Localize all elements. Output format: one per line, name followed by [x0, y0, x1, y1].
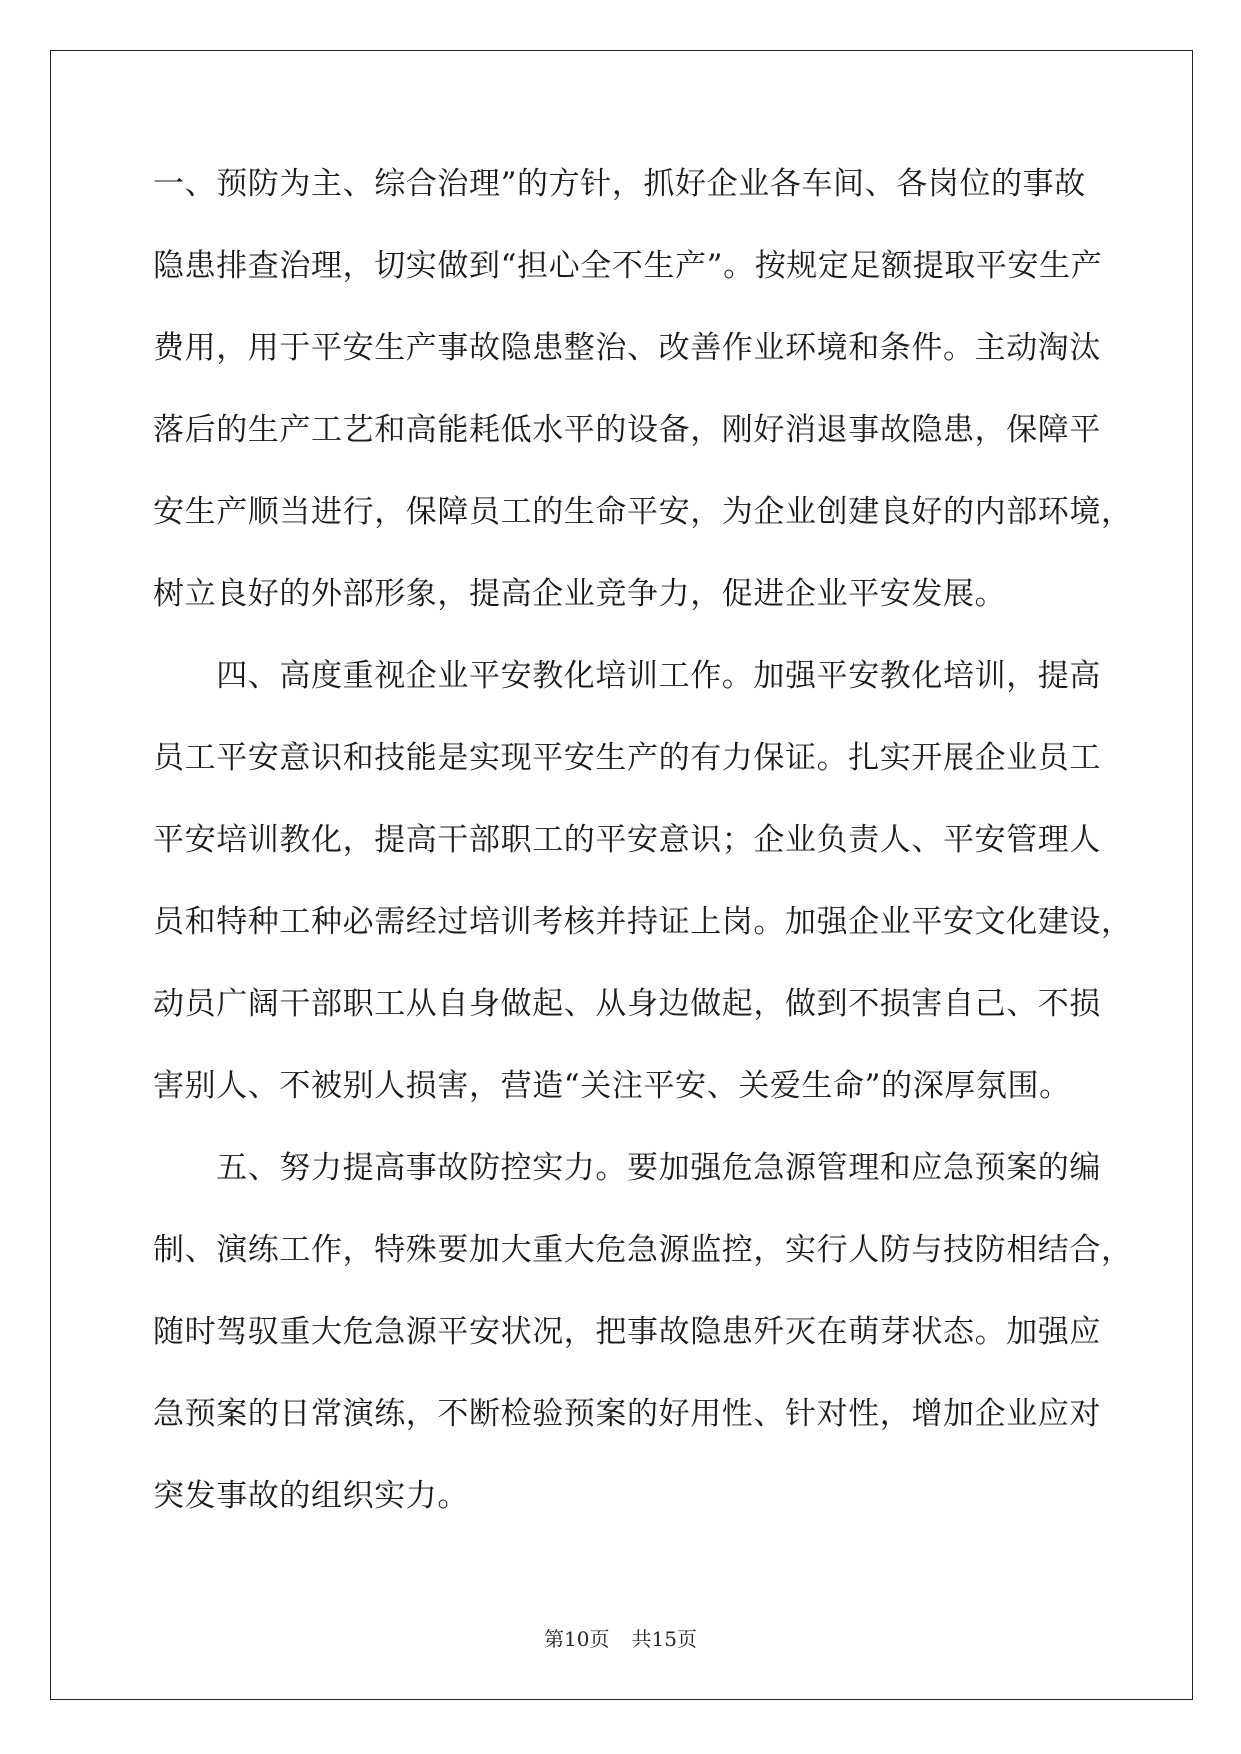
- text-line: 安生产顺当进行，保障员工的生命平安，为企业创建良好的内部环境，: [153, 494, 1133, 530]
- text-line: 随时驾驭重大危急源平安状况，把事故隐患歼灭在萌芽状态。加强应: [153, 1314, 1101, 1350]
- text-line: 制、演练工作，特殊要加大重大危急源监控，实行人防与技防相结合，: [153, 1232, 1133, 1268]
- text-line: 动员广阔干部职工从自身做起、从身边做起，做到不损害自己、不损: [153, 986, 1101, 1022]
- text-line: 五、努力提高事故防控实力。要加强危急源管理和应急预案的编: [153, 1150, 1101, 1186]
- text-line: 费用，用于平安生产事故隐患整治、改善作业环境和条件。主动淘汰: [153, 330, 1101, 366]
- text-line: 一、预防为主、综合治理”的方针，抓好企业各车间、各岗位的事故: [153, 166, 1086, 202]
- page-number-total: 共15页: [631, 1627, 697, 1651]
- document-body: [153, 160, 1133, 1554]
- text-line: 急预案的日常演练，不断检验预案的好用性、针对性，增加企业应对: [153, 1396, 1101, 1432]
- text-line: 害别人、不被别人损害，营造“关注平安、关爱生命”的深厚氛围。: [153, 1068, 1071, 1104]
- page-footer: [0, 1625, 1241, 1653]
- text-line: 四、高度重视企业平安教化培训工作。加强平安教化培训，提高: [153, 658, 1101, 694]
- text-line: 员工平安意识和技能是实现平安生产的有力保证。扎实开展企业员工: [153, 740, 1101, 776]
- text-line: 树立良好的外部形象，提高企业竞争力，促进企业平安发展。: [153, 576, 1007, 612]
- text-line: 突发事故的组织实力。: [153, 1478, 469, 1514]
- text-line: 落后的生产工艺和高能耗低水平的设备，刚好消退事故隐患，保障平: [153, 412, 1101, 448]
- page-number-current: 第10页: [544, 1627, 610, 1651]
- text-line: 平安培训教化，提高干部职工的平安意识；企业负责人、平安管理人: [153, 822, 1101, 858]
- text-line: 隐患排查治理，切实做到“担心全不生产”。按规定足额提取平安生产: [153, 248, 1103, 284]
- text-line: 员和特种工种必需经过培训考核并持证上岗。加强企业平安文化建设，: [153, 904, 1133, 940]
